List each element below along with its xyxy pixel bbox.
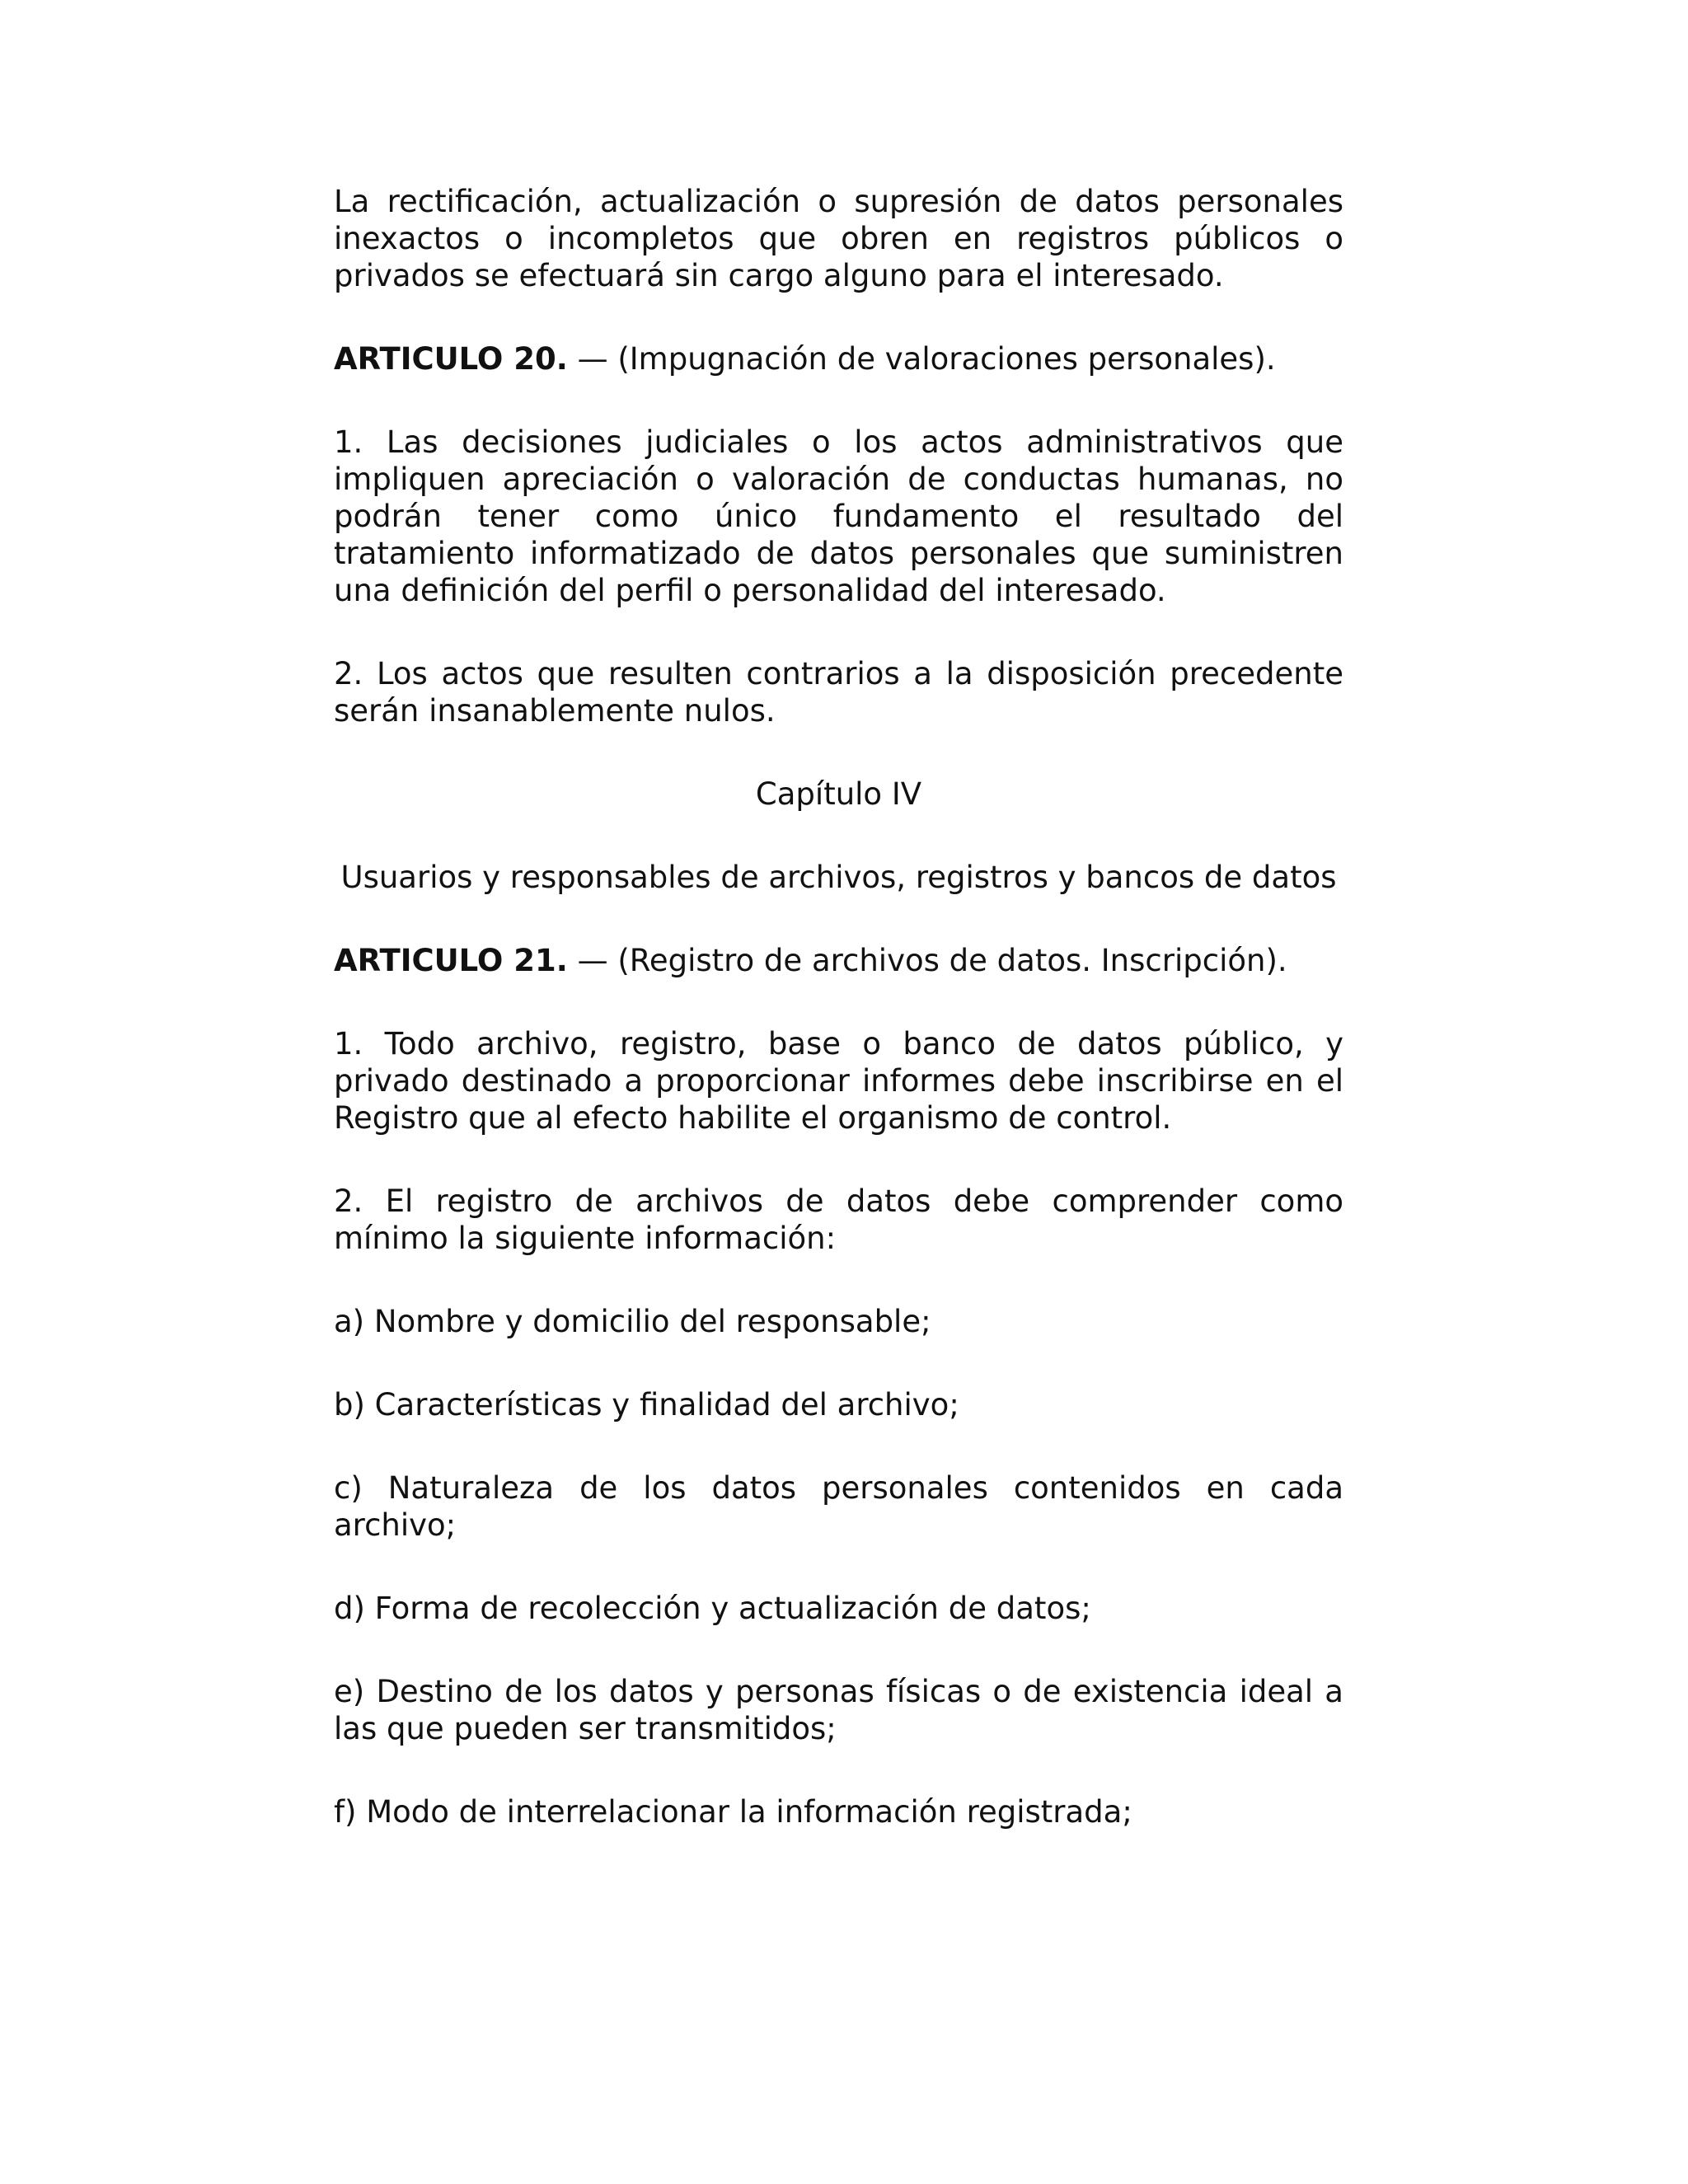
article-20-paragraph-1: 1. Las decisiones judiciales o los actos administrativos que impliquen apreciación o valoración de conductas humanas, no podrán tener como único fundamento el resultado del tratamiento informatizado de datos personales que suministren una definición del perfil o personalidad del interesado. xyxy=(334,424,1343,608)
list-item-b: b) Características y finalidad del archivo; xyxy=(334,1387,959,1422)
list-item-a: a) Nombre y domicilio del responsable; xyxy=(334,1304,931,1339)
article-20-title: — (Impugnación de valoraciones personales). xyxy=(567,341,1276,377)
list-item-e: e) Destino de los datos y personas físicas o de existencia ideal a las que pueden ser transmitidos; xyxy=(334,1674,1343,1746)
list-item-d: d) Forma de recolección y actualización de datos; xyxy=(334,1591,1091,1626)
article-21-paragraph-2: 2. El registro de archivos de datos debe comprender como mínimo la siguiente información: xyxy=(334,1183,1343,1256)
document-page xyxy=(334,183,1343,1877)
article-20-number: ARTICULO 20. xyxy=(334,341,568,377)
article-21-paragraph-1: 1. Todo archivo, registro, base o banco de datos público, y privado destinado a proporcionar informes debe inscribirse en el Registro que al efecto habilite el organismo de control. xyxy=(334,1026,1343,1136)
article-20-paragraph-2: 2. Los actos que resulten contrarios a la disposición precedente serán insanablemente nulos. xyxy=(334,656,1343,729)
article-20-heading xyxy=(334,340,1343,377)
chapter-title: Usuarios y responsables de archivos, registros y bancos de datos xyxy=(340,860,1337,895)
article-21-title: — (Registro de archivos de datos. Inscripción). xyxy=(567,943,1287,978)
article-21-number: ARTICULO 21. xyxy=(334,943,568,978)
article-21-heading xyxy=(334,942,1343,979)
list-item-f: f) Modo de interrelacionar la información registrada; xyxy=(334,1794,1132,1830)
chapter-heading: Capítulo IV xyxy=(755,776,922,812)
paragraph-rectificacion: La rectificación, actualización o supresión de datos personales inexactos o incompletos que obren en registros públicos o privados se efectuará sin cargo alguno para el interesado. xyxy=(334,184,1343,293)
list-item-c: c) Naturaleza de los datos personales contenidos en cada archivo; xyxy=(334,1470,1343,1543)
